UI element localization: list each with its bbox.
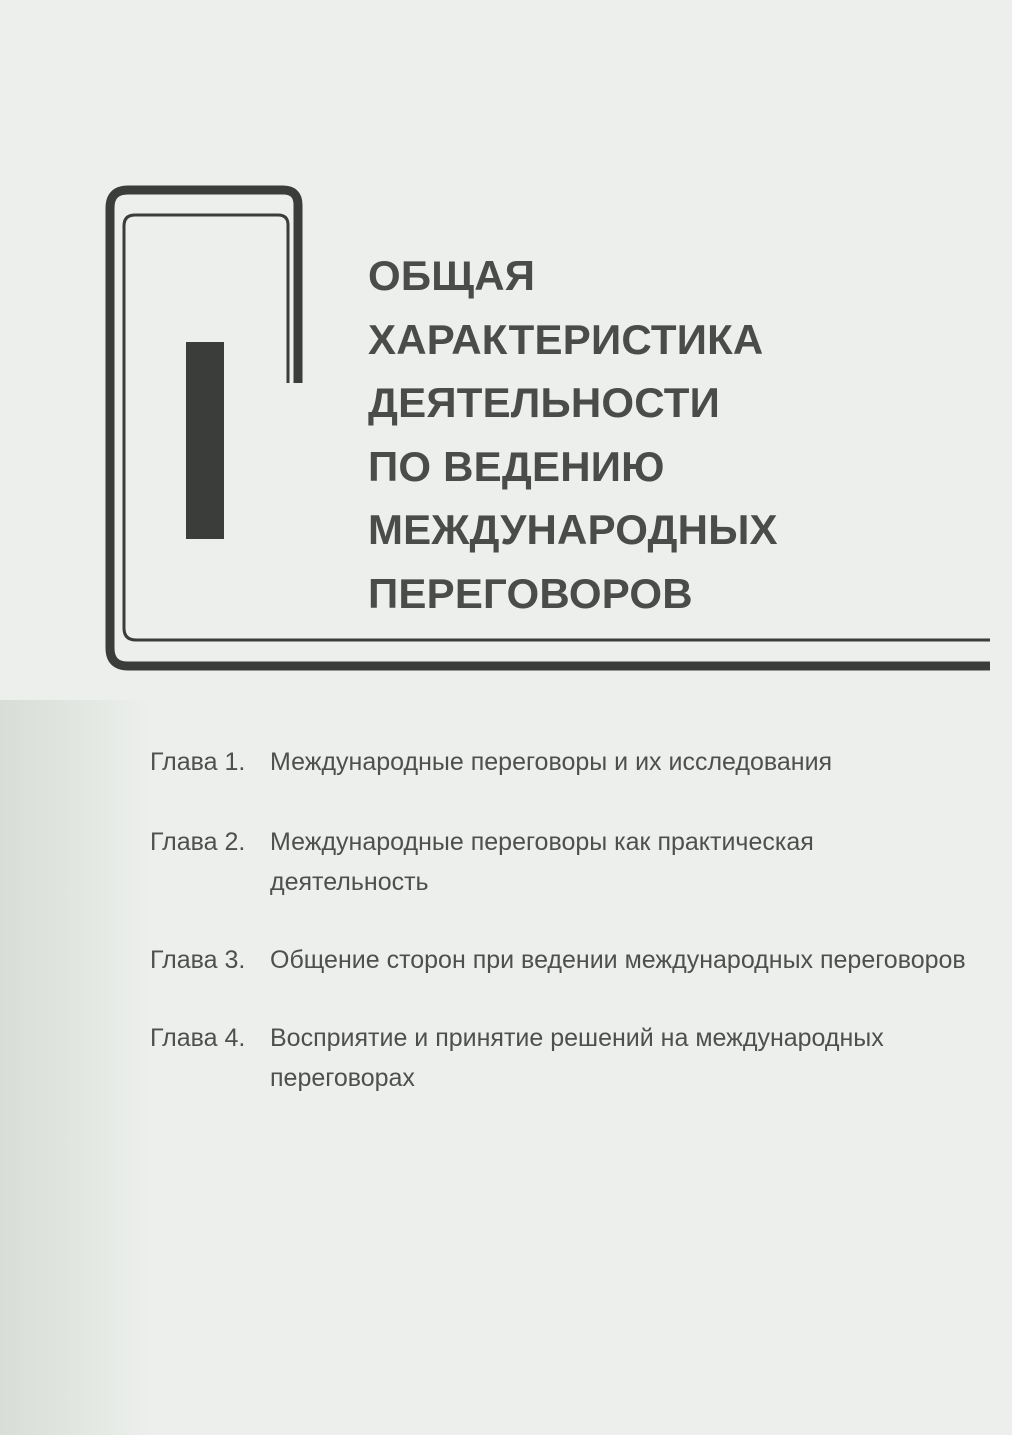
part-title-line: ХАРАКТЕРИСТИКА	[368, 315, 764, 363]
chapter-entry	[150, 822, 990, 902]
chapter-title: Восприятие и принятие решений на международных переговорах	[270, 1024, 884, 1092]
part-title	[368, 244, 988, 625]
part-numeral-bar	[186, 342, 224, 539]
chapter-title: Международные переговоры как практическая деятельность	[270, 828, 814, 896]
part-title-line: МЕЖДУНАРОДНЫХ	[368, 506, 778, 553]
part-title-line: ПО ВЕДЕНИЮ	[368, 442, 665, 490]
chapter-entry	[150, 940, 990, 980]
page-edge-shadow	[0, 700, 150, 1435]
chapter-number: Глава 4.	[150, 1024, 246, 1052]
part-title-line: ОБЩАЯ	[368, 252, 536, 299]
chapter-number: Глава 1.	[150, 748, 246, 776]
chapter-number: Глава 3.	[150, 946, 246, 974]
chapter-entry	[150, 1018, 990, 1098]
chapter-list	[150, 742, 990, 1136]
chapter-number: Глава 2.	[150, 828, 246, 856]
chapter-title: Международные переговоры и их исследования	[270, 748, 833, 776]
chapter-entry	[150, 742, 990, 782]
chapter-title: Общение сторон при ведении международных переговоров	[270, 946, 966, 974]
part-title-line: ПЕРЕГОВОРОВ	[368, 569, 693, 617]
part-title-line: ДЕЯТЕЛЬНОСТИ	[368, 379, 720, 426]
